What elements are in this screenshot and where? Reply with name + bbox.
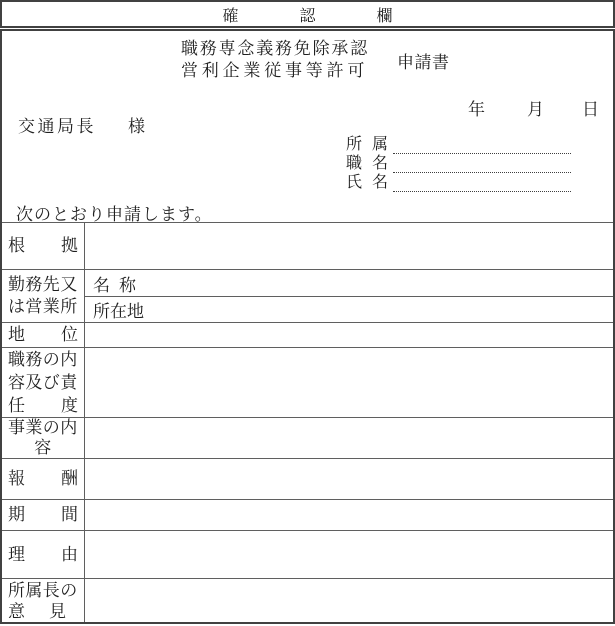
remuneration-value-cell[interactable]: [85, 459, 613, 499]
date-day-label: 日: [582, 100, 599, 119]
form-title-line2: 営利企業従事等許可: [181, 61, 369, 80]
workplace-value-cell: [85, 270, 613, 322]
name-fill-line[interactable]: [393, 188, 571, 192]
basis-value-cell[interactable]: [85, 223, 613, 269]
table-row-supervisor-opinion: [2, 578, 613, 622]
application-form-box: [0, 29, 615, 624]
business-value-cell[interactable]: [85, 418, 613, 458]
workplace-address-cell[interactable]: [85, 296, 613, 322]
date-month-label: 月: [527, 100, 544, 119]
confirmation-char-1: 確: [222, 7, 239, 25]
form-title: [181, 38, 450, 82]
addressee-name: 交通局長: [18, 117, 96, 136]
job-title-label: 職 名: [346, 155, 389, 172]
remuneration-label: 報 酬: [2, 459, 85, 499]
table-row-workplace: [2, 269, 613, 322]
intro-text: 次のとおり申請します。: [16, 205, 213, 224]
period-label: 期 間: [2, 500, 85, 530]
job-title-fill-line[interactable]: [393, 169, 571, 173]
date-line: [468, 95, 599, 120]
application-table: [2, 222, 613, 622]
table-row-duties: [2, 347, 613, 417]
form-title-line1: 職務専念義務免除承認: [181, 39, 369, 58]
workplace-name-label: 名 称: [93, 275, 136, 295]
affiliation-label: 所 属: [346, 136, 389, 153]
supervisor-opinion-label: 所属長の 意 見: [2, 579, 85, 622]
reason-label: 理 由: [2, 531, 85, 578]
table-row-remuneration: [2, 458, 613, 499]
workplace-label: 勤務先又 は営業所: [2, 270, 85, 322]
duties-label: 職務の内 容及び責 任 度: [2, 348, 85, 417]
date-year-label: 年: [468, 100, 485, 119]
confirmation-header-box: [0, 0, 615, 28]
supervisor-opinion-value-cell[interactable]: [85, 579, 613, 622]
table-row-reason: [2, 530, 613, 578]
applicant-fields: [346, 135, 571, 192]
period-value-cell[interactable]: [85, 500, 613, 530]
position-value-cell[interactable]: [85, 323, 613, 347]
name-label: 氏 名: [346, 174, 389, 191]
basis-label: 根 拠: [2, 223, 85, 269]
workplace-address-label: 所在地: [93, 302, 144, 321]
form-title-lines: [181, 38, 369, 82]
table-row-period: [2, 499, 613, 530]
business-label: 事業の内 容: [2, 418, 85, 458]
reason-value-cell[interactable]: [85, 531, 613, 578]
field-job-title: [346, 154, 571, 173]
position-label: 地 位: [2, 323, 85, 347]
form-title-suffix: 申請書: [397, 52, 450, 72]
confirmation-char-3: 欄: [376, 7, 393, 25]
addressee-line: [18, 112, 145, 137]
confirmation-char-2: 認: [299, 7, 316, 25]
workplace-name-cell[interactable]: [85, 270, 613, 296]
affiliation-fill-line[interactable]: [393, 150, 571, 154]
duties-value-cell[interactable]: [85, 348, 613, 417]
table-row-position: [2, 322, 613, 347]
addressee-honorific: 様: [128, 117, 145, 136]
field-name: [346, 173, 571, 192]
table-row-basis: [2, 222, 613, 269]
table-row-business: [2, 417, 613, 458]
field-affiliation: [346, 135, 571, 154]
